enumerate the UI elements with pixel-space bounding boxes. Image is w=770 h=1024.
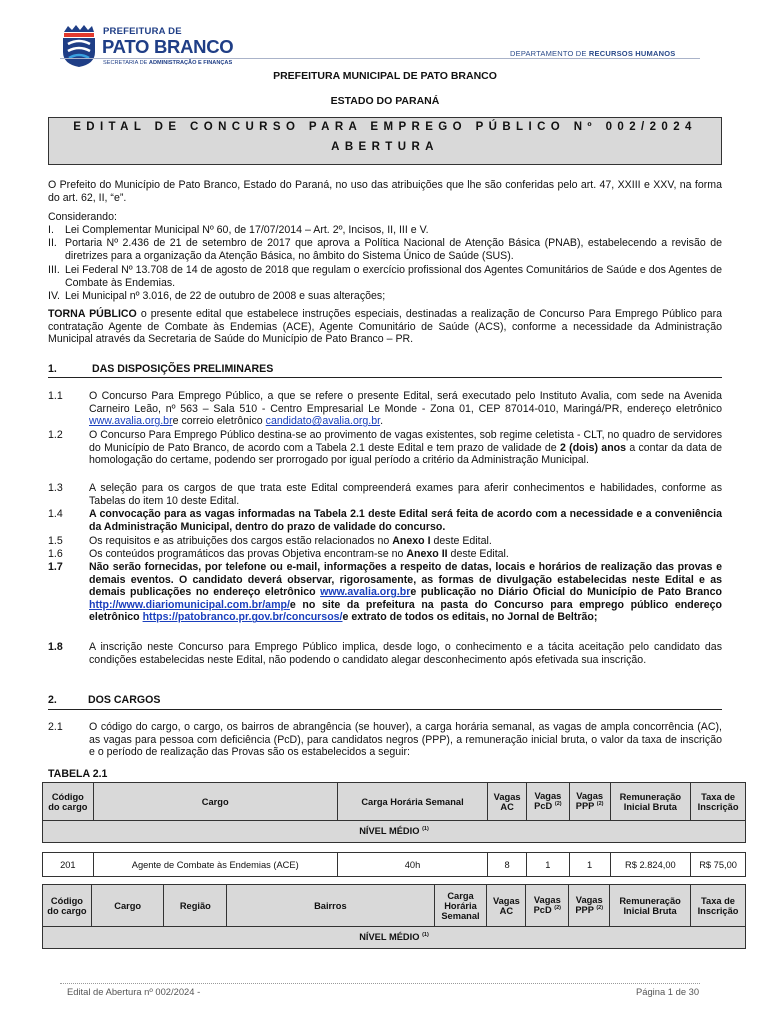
item-1-7-num: 1.7 (48, 561, 63, 573)
nivel-medio-row (43, 821, 746, 843)
item-roman-4-num: IV. (48, 290, 60, 302)
cell-pcd: 1 (527, 853, 570, 877)
th-ppp-label: Vagas PPP (575, 791, 604, 812)
city-crest-icon (60, 24, 98, 68)
section-1-title: DAS DISPOSIÇÕES PRELIMINARES (92, 363, 274, 375)
cell-carga: 40h (337, 853, 487, 877)
item-1-6-bold: Anexo II (406, 548, 448, 560)
table-2-1-continued (42, 884, 746, 949)
torna-publico-text: o presente edital que estabelece instruções especiais, destinadas a realização de Concurso Para Emprego Público para contratação Agente de Combate às Endemias (ACE), Agente Comunitário de Saúde (ACS), conforme a necessidade da Administração Municipal através da Secretaria de Saúde do Município de Pato Branco – PR. (48, 308, 722, 346)
th2-ac: Vagas AC (487, 885, 526, 927)
spacer-cell (43, 843, 746, 853)
item-1-5 (89, 535, 722, 548)
item-1-2-num: 1.2 (48, 429, 63, 441)
footer-divider (60, 983, 700, 984)
item-1-4: A convocação para as vagas informadas na Tabela 2.1 deste Edital será feita de acordo com a necessidade e a conveniência da Administração Municipal, dentro do prazo de validade do concurso. (89, 508, 722, 533)
th-remuneracao: Remuneração Inicial Bruta (610, 783, 691, 821)
th-carga: Carga Horária Semanal (337, 783, 487, 821)
th-pcd (527, 783, 570, 821)
item-1-7-a: Não serão fornecidas, por telefone ou e-mail, informações a respeito de datas, locais e horários de realização das provas e demais eventos. O candidato deverá observar, rigorosamente, as formas de divulgação estabelecidas neste Edital e as demais publicações no endereço eletrônico (89, 561, 722, 599)
item-1-6-num: 1.6 (48, 548, 63, 560)
section-2-number: 2. (48, 694, 57, 706)
avalia-link-2[interactable]: www.avalia.org.br (320, 586, 411, 599)
item-1-4-num: 1.4 (48, 508, 63, 520)
item-1-1-num: 1.1 (48, 390, 63, 402)
th-cargo: Cargo (93, 783, 337, 821)
item-1-5-a: Os requisitos e as atribuições dos cargos estão relacionados no (89, 535, 393, 547)
item-roman-3-num: III. (48, 264, 60, 276)
item-1-5-b: deste Edital. (430, 535, 492, 547)
item-1-8-num: 1.8 (48, 641, 63, 653)
th-ac: Vagas AC (488, 783, 527, 821)
avalia-link[interactable]: www.avalia.org.br (89, 415, 173, 428)
prefeitura-title: PREFEITURA MUNICIPAL DE PATO BRANCO (273, 70, 497, 82)
considerando-label: Considerando: (48, 211, 117, 223)
page-number: Página 1 de 30 (636, 986, 700, 997)
nivel-medio-cell (43, 821, 746, 843)
th-pcd-sup: (2) (554, 801, 562, 808)
th2-remuneracao: Remuneração Inicial Bruta (610, 885, 691, 927)
table-header-row (43, 783, 746, 821)
edital-title: EDITAL DE CONCURSO PARA EMPREGO PÚBLICO Nº 002/2024 (73, 121, 697, 133)
item-1-3: A seleção para os cargos de que trata este Edital compreenderá exames para aferir conhecimentos e habilidades, conforme as Tabelas do item 10 deste Edital. (89, 482, 722, 507)
header-divider (60, 58, 700, 59)
th-taxa: Taxa de Inscrição (691, 783, 746, 821)
item-1-5-num: 1.5 (48, 535, 63, 547)
th2-codigo: Código do cargo (43, 885, 92, 927)
torna-publico-bold: TORNA PÚBLICO (48, 308, 137, 320)
th2-regiao: Região (164, 885, 227, 927)
torna-publico (48, 308, 722, 346)
th2-ppp-label: Vagas PPP (575, 895, 603, 916)
nivel-medio-sup-2: (1) (422, 932, 429, 939)
nivel-medio-label: NÍVEL MÉDIO (359, 826, 420, 837)
item-roman-1-num: I. (48, 224, 54, 236)
th2-bairros: Bairros (227, 885, 434, 927)
cell-remuneracao: R$ 2.824,00 (610, 853, 691, 877)
item-roman-1: Lei Complementar Municipal Nº 60, de 17/07/2014 – Art. 2º, Incisos, II, III e V. (65, 224, 429, 236)
th2-cargo: Cargo (91, 885, 164, 927)
department-label (510, 49, 675, 58)
cell-cargo: Agente de Combate às Endemias (ACE) (93, 853, 337, 877)
item-roman-4: Lei Municipal nº 3.016, de 22 de outubro de 2008 e suas alterações; (65, 290, 386, 302)
item-1-2-bold: 2 (dois) anos (560, 441, 627, 454)
th-codigo: Código do cargo (43, 783, 94, 821)
item-2-1: O código do cargo, o cargo, os bairros de abrangência (se houver), a carga horária semanal, as vagas de ampla concorrência (AC), as vagas para pessoa com deficiência (PcD), para candidatos negros (PPP), a remuneração inicial bruta, o valor da taxa de inscrição e o período de realização das Provas são os estabelecidos a seguir: (89, 721, 722, 759)
th-ppp-sup: (2) (596, 801, 604, 808)
item-1-8: A inscrição neste Concurso para Emprego Público implica, desde logo, o conhecimento e a tácita aceitação pelo candidato das condições estabelecidas neste Edital, não podendo o candidato alegar desconhecimento após efetivada sua inscrição. (89, 641, 722, 666)
item-1-1-b: e correio eletrônico (172, 415, 266, 428)
th2-ppp-sup: (2) (596, 905, 604, 912)
item-1-3-num: 1.3 (48, 482, 63, 494)
table2-header-row (43, 885, 746, 927)
dept-b: RECURSOS HUMANOS (588, 49, 676, 58)
item-1-2-a: O Concurso Para Emprego Público destina-se ao provimento de vagas existentes, sob regime celetista - CLT, no quadro de servidores do Município de Pato Branco, de acordo com a Tabela 2.1 deste Edital e tem prazo de validade de (89, 429, 722, 454)
logo-sub-a: SECRETARIA DE (103, 60, 149, 66)
pato-branco-logo (60, 22, 250, 72)
item-roman-3: Lei Federal Nº 13.708 de 14 de agosto de 2018 que regulam o exercício profissional dos Agentes Comunitários de Saúde e dos Agentes de Combate às Endemias. (65, 264, 722, 289)
nivel-medio-sup: (1) (422, 826, 429, 833)
nivel-medio-label-2: NÍVEL MÉDIO (359, 932, 420, 943)
item-2-1-num: 2.1 (48, 721, 63, 733)
item-1-6-b: deste Edital. (447, 548, 509, 560)
table-2-1-label: TABELA 2.1 (48, 768, 108, 780)
item-1-2-b: a contar da data de homologação do certame, podendo ser prorrogado por igual período a critério da Administração Municipal. (89, 441, 722, 467)
item-1-2 (89, 429, 722, 467)
item-1-6-a: Os conteúdos programáticos das provas Objetiva encontram-se no (89, 548, 407, 560)
item-1-1-c: . (380, 415, 384, 428)
logo-prefix: PREFEITURA DE (103, 26, 182, 37)
item-roman-2-num: II. (48, 237, 57, 249)
logo-subtitle (103, 60, 232, 66)
footer-left: Edital de Abertura nº 002/2024 - (67, 986, 201, 997)
th2-pcd-sup: (2) (554, 905, 562, 912)
item-1-7-d: e extrato de todos os editais, no Jornal de Beltrão; (342, 611, 598, 624)
patobranco-concursos-link[interactable]: https://patobranco.pr.gov.br/concursos/ (142, 611, 343, 624)
section-2-rule (48, 709, 722, 710)
preamble: O Prefeito do Município de Pato Branco, Estado do Paraná, no uso das atribuições que lhe são conferidas pelo art. 47, XXIII e XXV, na forma do art. 62, II, “e”. (48, 179, 722, 204)
logo-name: PATO BRANCO (102, 36, 234, 57)
cell-ac: 8 (488, 853, 527, 877)
abertura-title: ABERTURA (331, 141, 439, 153)
item-1-7-c: e no site da prefeitura na pasta do Concurso para emprego público endereço eletrônico (89, 598, 722, 624)
dept-a: DEPARTAMENTO DE (510, 49, 589, 58)
cell-taxa: R$ 75,00 (691, 853, 746, 877)
item-1-6 (89, 548, 722, 561)
th2-ppp (569, 885, 610, 927)
item-roman-2: Portaria Nº 2.436 de 21 de setembro de 2017 que aprova a Política Nacional de Atenção Básica (PNAB), estabelecendo a revisão de diretrizes para a organização da Atenção Básica, no âmbito do Sistema Único de Saúde (SUS). (65, 237, 722, 262)
estado-title: ESTADO DO PARANÁ (330, 95, 440, 107)
th-pcd-label: Vagas PcD (534, 791, 562, 812)
item-1-5-bold: Anexo I (392, 535, 431, 547)
item-1-1-a: O Concurso Para Emprego Público, a que se refere o presente Edital, será executado pelo Instituto Avalia, com sede na Avenida Carneiro Leão, nº 563 – Sala 510 - Centro Empresarial Le Monde - Zona 01, CEP 87014-010, Maringá/PR, endereço eletrônico (89, 390, 722, 415)
section-1-rule (48, 377, 722, 378)
cell-codigo: 201 (43, 853, 94, 877)
table-row (43, 853, 746, 877)
nivel-medio-cell-2 (43, 927, 746, 949)
item-1-1 (89, 390, 722, 428)
cell-ppp: 1 (569, 853, 610, 877)
th-ppp (569, 783, 610, 821)
diario-municipal-link[interactable]: http://www.diariomunicipal.com.br/amp/ (89, 598, 290, 611)
th2-pcd (526, 885, 569, 927)
section-2-title: DOS CARGOS (88, 694, 161, 706)
item-1-7-b: e publicação no Diário Oficial do Município de Pato Branco (410, 586, 722, 599)
table-2-1 (42, 782, 746, 877)
candidato-email-link[interactable]: candidato@avalia.org.br (265, 415, 381, 428)
th2-carga: Carga Horária Semanal (434, 885, 487, 927)
th2-pcd-label: Vagas PcD (533, 895, 561, 916)
item-1-7 (89, 561, 722, 624)
logo-sub-b: ADMINISTRAÇÃO E FINANÇAS (148, 60, 233, 66)
nivel-medio-row-2 (43, 927, 746, 949)
table-spacer-row (43, 843, 746, 853)
th2-taxa: Taxa de Inscrição (691, 885, 746, 927)
section-1-number: 1. (48, 363, 57, 375)
